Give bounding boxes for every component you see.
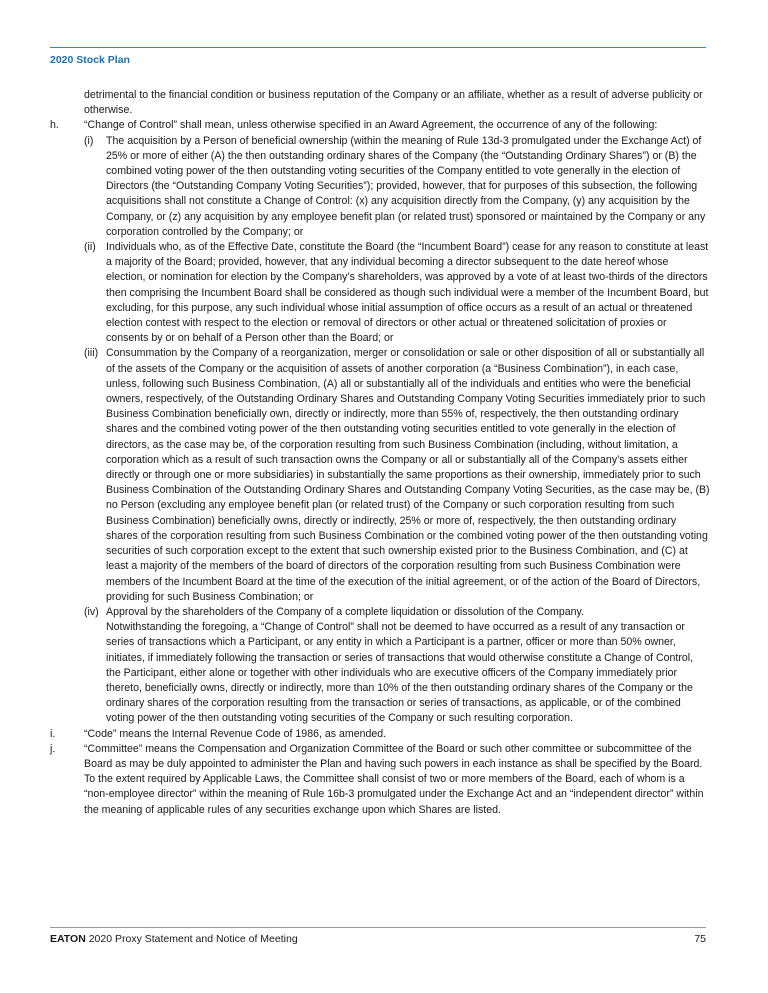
section-title: 2020 Stock Plan <box>50 54 130 66</box>
list-marker: j. <box>50 742 56 755</box>
sub-item-iii <box>50 346 710 604</box>
sub-item-marker: (ii) <box>84 241 96 254</box>
list-item-j <box>50 742 710 818</box>
footer-rule <box>50 927 706 928</box>
sub-item-text: Consummation by the Company of a reorganization, merger or consolidation or sale or other disposition of all or substantially all of the assets of the Company or the acquisition of assets of another corporation (a “Business Combination”), in each case, unless, following such Business Combination, (A) all or substantially all of the individuals and entities who were the beneficial owners, respectively, of the Outstanding Ordinary Shares and Outstanding Company Voting Securities immediately prior to such Business Combination beneficially own, directly or indirectly, more than 55% of, respectively, the then outstanding ordinary shares and the combined voting power of the then outstanding voting securities entitled to vote generally in the election of directors, as the case may be, of the corporation resulting from such Business Combination (including, without limitation, a corporation which as a result of such transaction owns the Company or all or substantially all of the Company’s assets either directly or through one or more subsidiaries) in substantially the same proportions as their ownership, immediately prior to such Business Combination of the Outstanding Ordinary Shares and Outstanding Company Voting Securities, as the case may be, (B) no Person (excluding any employee benefit plan (or related trust) of the Company or such corporation resulting from such Business Combination) beneficially owns, directly or indirectly, 25% or more of, respectively, the then outstanding ordinary shares of the corporation resulting from such Business Combination or the combined voting power of the then outstanding voting securities of such corporation except to the extent that such ownership existed prior to the Business Combination, and (C) at least a majority of the members of the board of directors of the corporation resulting from such Business Combination were members of the Incumbent Board at the time of the execution of the initial agreement, or of the action of the Board of Directors, providing for such Business Combination; or <box>106 347 710 603</box>
list-marker: h. <box>50 119 59 132</box>
sub-item-text: The acquisition by a Person of beneficial ownership (within the meaning of Rule 13d-3 promulgated under the Exchange Act) of 25% or more of either (A) the then outstanding ordinary shares of the Company (the “Outstanding Ordinary Shares”) or (B) the combined voting power of the then outstanding voting securities of the Company entitled to vote generally in the election of Directors (the “Outstanding Company Voting Securities”); provided, however, that for purposes of this subsection, the following acquisitions shall not constitute a Change of Control: (x) any acquisition directly from the Company, (y) any acquisition by the Company, or (z) any acquisition by any employee benefit plan (or related trust) sponsored or maintained by the Company or any corporation controlled by the Company; or <box>106 134 706 238</box>
list-marker: i. <box>50 727 56 740</box>
header-rule <box>50 47 706 48</box>
document-body <box>50 88 710 818</box>
footer-title <box>50 933 298 945</box>
list-item-i <box>50 727 710 742</box>
footer-doc-title: 2020 Proxy Statement and Notice of Meeting <box>88 933 298 945</box>
page-number: 75 <box>694 933 706 945</box>
list-item-text: “Committee” means the Compensation and Organization Committee of the Board or such other committee or subcommittee of the Board as may be duly appointed to administer the Plan and having such powers in each instance as shall be specified by the Board. To the extent required by Applicable Laws, the Committee shall consist of two or more members of the Board, each of whom is a “non-employee director” within the meaning of Rule 16b-3 promulgated under the Exchange Act and an “independent director” within the meaning of applicable rules of any securities exchange upon which Shares are listed. <box>84 742 704 816</box>
list-item-text: “Change of Control” shall mean, unless otherwise specified in an Award Agreement, the occurrence of any of the following: <box>84 119 658 132</box>
footer-brand: EATON <box>50 933 86 945</box>
sub-item-marker: (iv) <box>84 605 99 618</box>
sub-item-text: Approval by the shareholders of the Company of a complete liquidation or dissolution of the Company. <box>106 605 584 618</box>
list-item-h <box>50 118 710 133</box>
sub-item-i <box>50 134 710 240</box>
sub-item-marker: (iii) <box>84 347 99 360</box>
sub-item-iv <box>50 605 710 620</box>
sub-item-text: Individuals who, as of the Effective Date, constitute the Board (the “Incumbent Board”) cease for any reason to constitute at least a majority of the Board; provided, however, that any individual becoming a director subsequent to the date hereof whose election, or nomination for election by the Company’s shareholders, was approved by a vote of at least two-thirds of the directors then comprising the Incumbent Board shall be considered as though such individual were a member of the Incumbent Board, but excluding, for this purpose, any such individual whose initial assumption of office occurs as a result of an actual or threatened election contest with respect to the election or removal of directors or other actual or threatened solicitation of proxies or consents by or on behalf of a Person other than the Board; or <box>106 241 709 345</box>
notwithstanding-paragraph: Notwithstanding the foregoing, a “Change of Control” shall not be deemed to have occurred as a result of any transaction or series of transactions which a Participant, or any entity in which a Participant is a partner, officer or more than 50% owner, initiates, if immediately following the transaction or series of transactions that would otherwise constitute a Change of Control, the Participant, either alone or together with other individuals who are executive officers of the Company immediately prior thereto, beneficially owns, directly or indirectly, more than 10% of the then outstanding ordinary shares of the Company or the ordinary shares of the corporation resulting from the transaction or series of transactions, as applicable, or of the combined voting power of the then outstanding voting securities of the Company or such resulting corporation. <box>106 621 694 725</box>
sub-item-marker: (i) <box>84 134 94 147</box>
continuation-paragraph: detrimental to the financial condition or business reputation of the Company or an affiliate, whether as a result of adverse publicity or otherwise. <box>84 89 703 117</box>
list-item-text: “Code” means the Internal Revenue Code of 1986, as amended. <box>84 727 387 740</box>
sub-item-ii <box>50 240 710 346</box>
